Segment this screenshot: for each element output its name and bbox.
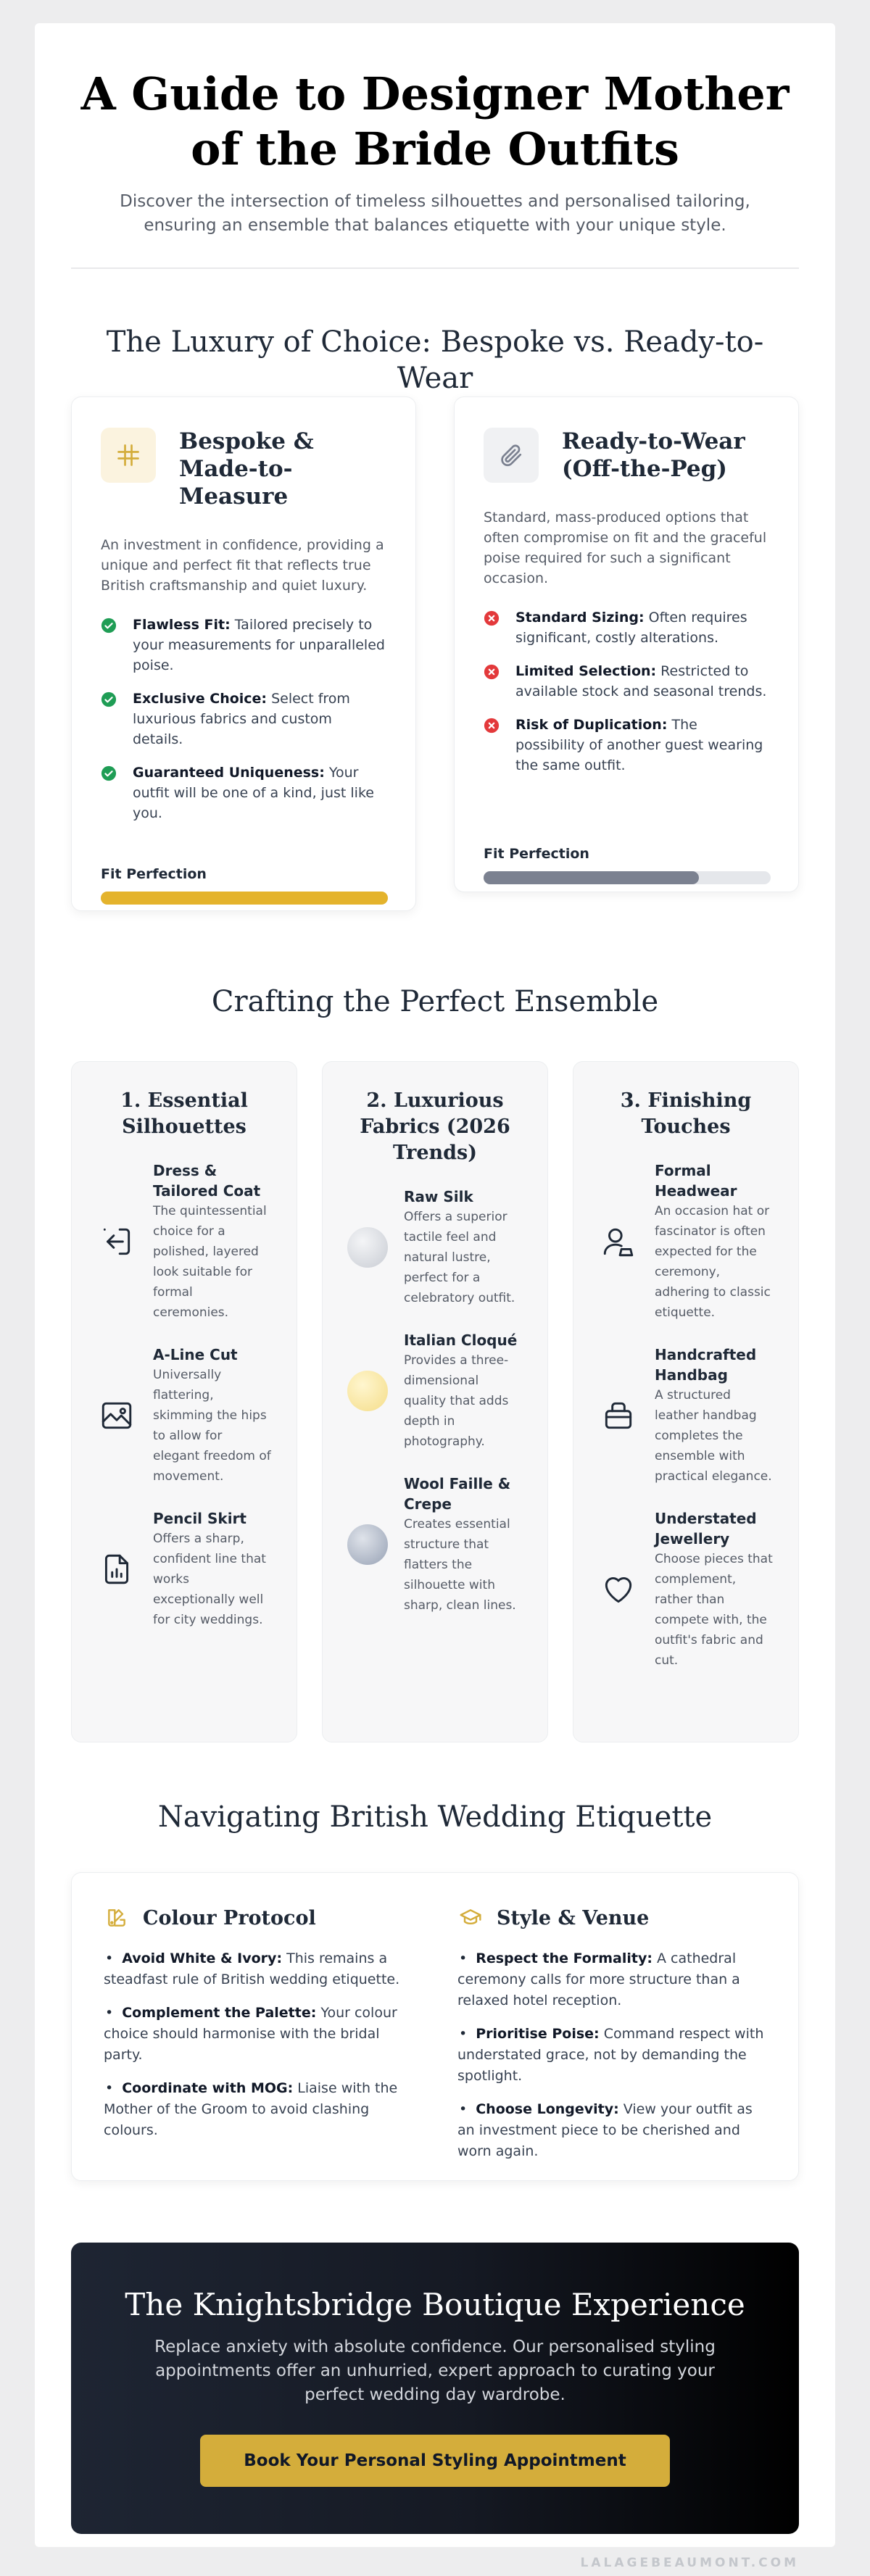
list-item: Wool Faille & Crepe Creates essential structure that flatters the silhouette with sharp, clean lines. (347, 1474, 523, 1616)
cross-circle-icon (484, 718, 500, 734)
book-appointment-button[interactable]: Book Your Personal Styling Appointment (200, 2435, 670, 2487)
fabric-swatch (347, 1371, 388, 1411)
finishing-touches-column (573, 1061, 799, 1742)
footer-domain: LALAGEBEAUMONT.COM (580, 2556, 799, 2570)
list-item: • Choose Longevity: View your outfit as an investment piece to be cherished and worn again. (457, 2101, 753, 2159)
file-chart-icon (96, 1549, 137, 1590)
paperclip-icon (484, 428, 539, 483)
page-title: A Guide to Designer Mother of the Bride Outfits (80, 67, 790, 175)
ready-to-wear-meter-label: Fit Perfection (484, 846, 589, 862)
cta-text: Replace anxiety with absolute confidence. Our personalised styling appointments offer an unhurried, expert approach to curating your perfect wedding day wardrobe. (154, 2338, 716, 2404)
image-icon (96, 1395, 137, 1436)
palette-icon (104, 1905, 130, 1931)
bespoke-benefits-list (101, 615, 386, 823)
check-circle-icon (101, 691, 117, 707)
infographic-page (35, 23, 835, 2570)
style-venue-list (457, 1948, 768, 2162)
cross-circle-icon (484, 664, 500, 680)
list-item: • Prioritise Poise: Command respect with understated grace, not by demanding the spotlight. (457, 2026, 764, 2084)
ready-to-wear-drawbacks-list (484, 607, 769, 776)
column-title: 1. Essential Silhouettes (120, 1089, 248, 1138)
page-header (71, 67, 799, 238)
handbag-icon (598, 1395, 639, 1436)
boutique-cta-banner (71, 2243, 799, 2534)
etiquette-section-heading (71, 1799, 799, 1835)
crafting-section-heading (71, 984, 799, 1020)
list-item: Handcrafted Handbag A structured leather handbag completes the ensemble with practical elegance. (598, 1345, 774, 1487)
ready-to-wear-title: Ready-to-Wear (Off-the-Peg) (562, 428, 745, 482)
list-item: Exclusive Choice: Select from luxurious fabrics and custom details. (101, 689, 386, 749)
list-item: Pencil Skirt Offers a sharp, confident line that works exceptionally well for city weddings. (96, 1508, 272, 1630)
list-item: • Avoid White & Ivory: This remains a steadfast rule of British wedding etiquette. (104, 1950, 400, 1987)
bespoke-fit-meter (101, 892, 388, 905)
bespoke-fit-meter-fill (101, 892, 388, 905)
ready-to-wear-fit-meter-fill (484, 871, 699, 884)
list-item: Formal Headwear An occasion hat or fascinator is often expected for the ceremony, adhering to classic etiquette. (598, 1160, 774, 1323)
cross-circle-icon (484, 610, 500, 626)
list-item: Italian Cloqué Provides a three-dimensional quality that adds depth in photography. (347, 1330, 523, 1452)
cta-title: The Knightsbridge Boutique Experience (125, 2287, 745, 2322)
fabric-swatch (347, 1227, 388, 1268)
colour-protocol-list (104, 1948, 414, 2141)
column-title: 2. Luxurious Fabrics (2026 Trends) (360, 1089, 510, 1164)
list-item: Dress & Tailored Coat The quintessential choice for a polished, layered look suitable for formal ceremonies. (96, 1160, 272, 1323)
list-item: A-Line Cut Universally flattering, skimming the hips to allow for elegant freedom of movement. (96, 1345, 272, 1487)
bespoke-title: Bespoke & Made-to-Measure (179, 428, 314, 510)
luxury-section-title: The Luxury of Choice: Bespoke vs. Ready-to-Wear (106, 325, 764, 395)
check-circle-icon (101, 765, 117, 781)
list-item: Risk of Duplication: The possibility of another guest wearing the same outfit. (484, 715, 769, 776)
bespoke-meter-label: Fit Perfection (101, 866, 207, 882)
silhouettes-column (71, 1061, 297, 1742)
column-title: 3. Finishing Touches (620, 1089, 752, 1138)
colour-protocol-title: Colour Protocol (143, 1906, 316, 1929)
style-venue-title: Style & Venue (497, 1906, 650, 1929)
ready-to-wear-description: Standard, mass-produced options that often compromise on fit and the graceful poise required for such a significant occasion. (484, 510, 767, 586)
graduation-cap-icon (457, 1905, 484, 1931)
list-item: Guaranteed Uniqueness: Your outfit will be one of a kind, just like you. (101, 763, 386, 823)
colour-protocol-column (104, 1905, 414, 2153)
list-item: Understated Jewellery Choose pieces that complement, rather than compete with, the outfit's fabric and cut. (598, 1508, 774, 1671)
ready-to-wear-fit-meter (484, 871, 771, 884)
list-item: • Respect the Formality: A cathedral ceremony calls for more structure than a relaxed hotel reception. (457, 1950, 740, 2008)
header-divider (71, 267, 799, 269)
list-item: Limited Selection: Restricted to available stock and seasonal trends. (484, 661, 769, 702)
fabric-swatch (347, 1524, 388, 1565)
list-item: • Complement the Palette: Your colour choice should harmonise with the bridal party. (104, 2005, 397, 2063)
bespoke-card (71, 396, 416, 911)
check-circle-icon (101, 618, 117, 633)
crafting-section-title: Crafting the Perfect Ensemble (211, 985, 659, 1018)
etiquette-section-title: Navigating British Wedding Etiquette (157, 1800, 713, 1834)
heart-icon (598, 1569, 639, 1610)
style-venue-column (457, 1905, 768, 2174)
fabrics-column (322, 1061, 548, 1742)
luxury-section-heading (71, 324, 799, 396)
bespoke-description: An investment in confidence, providing a unique and perfect fit that reflects true British craftsmanship and quiet luxury. (101, 537, 384, 594)
list-item: Standard Sizing: Often requires significant, costly alterations. (484, 607, 769, 648)
login-arrow-icon (96, 1221, 137, 1262)
list-item: • Coordinate with MOG: Liaise with the Mother of the Groom to avoid clashing colours. (104, 2080, 398, 2138)
list-item: Raw Silk Offers a superior tactile feel and natural lustre, perfect for a celebratory outfit. (347, 1187, 523, 1308)
hat-user-icon (598, 1221, 639, 1262)
list-item: Flawless Fit: Tailored precisely to your measurements for unparalleled poise. (101, 615, 386, 676)
etiquette-card (71, 1872, 799, 2181)
hash-grid-icon (101, 428, 156, 483)
page-subtitle: Discover the intersection of timeless silhouettes and personalised tailoring, ensuring an ensemble that balances etiquette with your unique style. (120, 192, 750, 235)
ready-to-wear-card (454, 396, 799, 892)
